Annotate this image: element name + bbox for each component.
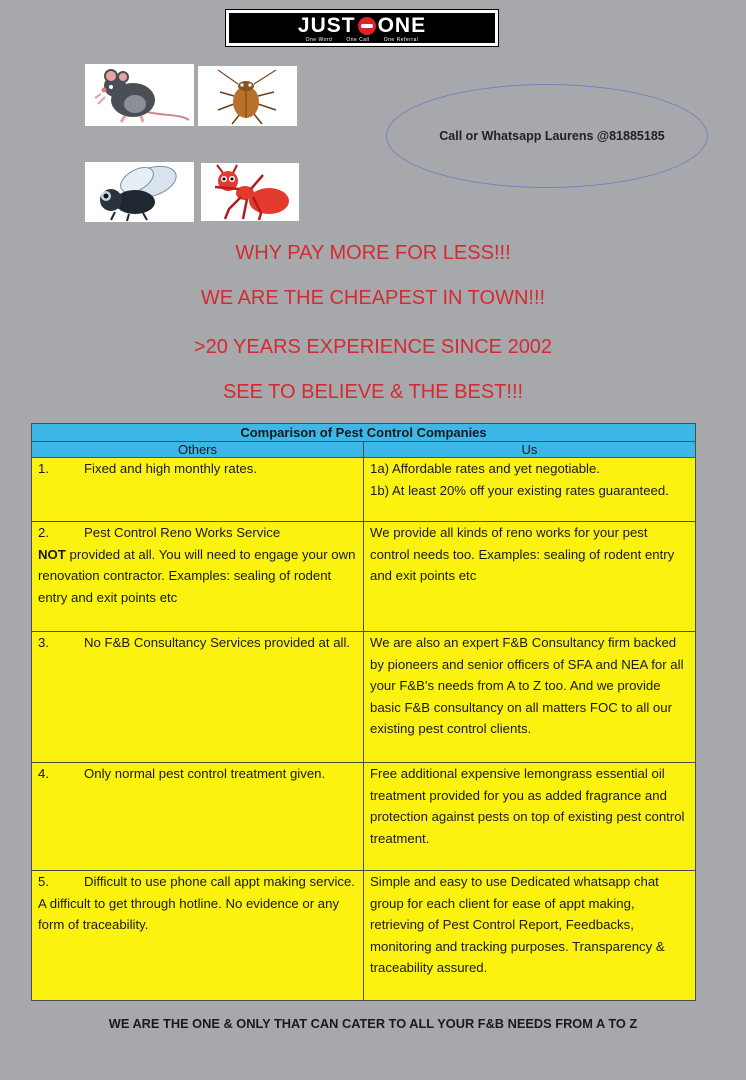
slogan-1: WHY PAY MORE FOR LESS!!! (235, 242, 511, 264)
column-header-us: Us (364, 442, 696, 458)
others-bold-text: NOT (38, 546, 66, 562)
table-row (32, 871, 696, 1001)
slogan-3: >20 YEARS EXPERIENCE SINCE 2002 (193, 336, 553, 358)
column-header-others: Others (32, 442, 364, 458)
tagline-word: One Word (305, 37, 333, 43)
others-text: Only normal pest control treatment given. (84, 766, 326, 781)
row-number: 2. (38, 525, 49, 540)
others-cell (32, 522, 364, 632)
table-row (32, 458, 696, 522)
slogan-2: WE ARE THE CHEAPEST IN TOWN!!! (200, 287, 546, 309)
others-text: provided at all. You will need to engage your own renovation contractor. Examples: sealing of rodent entry and exit points etc (38, 546, 356, 605)
ant-icon (201, 163, 299, 221)
table-row (32, 632, 696, 763)
contact-callout (386, 84, 708, 188)
us-text: Simple and easy to use Dedicated whatsapp chat group for each client for ease of appt making, retrieving of Pest Control Report, Feedbacks, monitoring and tracking purposes. Transparency & traceability assured. (370, 874, 665, 975)
logo-text-one: ONE (377, 14, 427, 37)
row-number: 5. (38, 874, 49, 889)
us-text: 1b) At least 20% off your existing rates guaranteed. (370, 482, 669, 498)
slogan-4: SEE TO BELIEVE & THE BEST!!! (222, 381, 524, 403)
us-text: Free additional expensive lemongrass essential oil treatment provided for you as added fragrance and protection against pests on top of existing pest control treatment. (370, 766, 685, 846)
row-number: 3. (38, 635, 49, 650)
others-cell (32, 763, 364, 871)
others-text: No F&B Consultancy Services provided at all. (84, 635, 351, 650)
fly-icon (85, 162, 194, 222)
others-title: Pest Control Reno Works Service (84, 525, 281, 540)
tagline-referral: One Referral (383, 37, 419, 43)
cockroach-icon (198, 66, 297, 126)
others-cell (32, 458, 364, 522)
us-cell (364, 871, 696, 1001)
comparison-table (31, 423, 696, 1001)
others-text: Fixed and high monthly rates. (84, 461, 257, 476)
table-caption: Comparison of Pest Control Companies (32, 424, 696, 442)
table-row (32, 763, 696, 871)
us-text: We are also an expert F&B Consultancy firm backed by pioneers and senior officers of SFA and NEA for all your F&B's needs from A to Z too. And we provide basic F&B consultancy on all matters FOC to all our existing pest control clients. (370, 635, 684, 736)
table-row (32, 522, 696, 632)
row-number: 4. (38, 766, 49, 781)
us-cell (364, 458, 696, 522)
rat-icon (85, 64, 194, 126)
brand-logo (226, 10, 498, 46)
others-cell (32, 871, 364, 1001)
others-cell (32, 632, 364, 763)
us-cell (364, 763, 696, 871)
others-text: Difficult to use phone call appt making service. A difficult to get through hotline. No evidence or any form of traceability. (38, 874, 355, 932)
row-number: 1. (38, 461, 49, 476)
us-text: 1a) Affordable rates and yet negotiable. (370, 461, 600, 476)
contact-text: Call or Whatsapp Laurens @81885185 (439, 129, 665, 143)
no-entry-icon (358, 17, 376, 35)
us-cell (364, 632, 696, 763)
tagline-call: One Call (346, 37, 370, 43)
logo-text-just: JUST (297, 14, 356, 37)
us-text: We provide all kinds of reno works for your pest control needs too. Examples: sealing of rodent entry and exit points etc (370, 525, 675, 583)
us-cell (364, 522, 696, 632)
logo-tagline (229, 37, 495, 43)
footer-tagline: WE ARE THE ONE & ONLY THAT CAN CATER TO ALL YOUR F&B NEEDS FROM A TO Z (108, 1016, 638, 1031)
